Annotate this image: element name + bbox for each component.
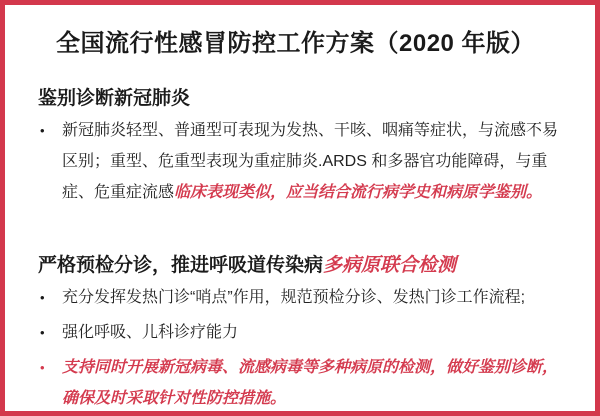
- section-triage: [38, 254, 569, 414]
- bullet-text-red-segment: 支持同时开展新冠病毒、流感病毒等多种病原的检测，做好鉴别诊断，确保及时采取针对性防控措施。: [62, 359, 559, 407]
- bullet-text: [62, 352, 569, 414]
- section-heading-black-text: 严格预检分诊，推进呼吸道传染病: [38, 255, 324, 276]
- bullet-text-black-segment: 新冠肺炎轻型、普通型可表现为发热、干咳、咽痛等症状，与流感不易区别；重型、危重型表现为重症肺炎.ARDS 和多器官功能障碍，与重症、危重症流感: [62, 122, 559, 201]
- section-heading-black-text: 鉴别诊断新冠肺炎: [38, 88, 191, 109]
- bullet-marker: •: [40, 123, 45, 138]
- bullet-marker: •: [40, 325, 45, 340]
- bullet-text: [62, 282, 525, 313]
- bullet-text: [62, 317, 238, 348]
- bullet-text-red-segment: 临床表现类似，应当结合流行病学史和病原学鉴别。: [174, 184, 543, 201]
- section-heading: [38, 254, 569, 278]
- bullet-text-black-segment: 充分发挥发热门诊“哨点”作用，规范预检分诊、发热门诊工作流程;: [62, 289, 526, 306]
- bullet-item: [40, 352, 569, 414]
- section-heading: [38, 87, 569, 111]
- section-heading-red-text: 多病原联合检测: [323, 255, 457, 276]
- section-differential-diagnosis: [38, 87, 569, 208]
- bullet-item: [40, 317, 569, 348]
- bullet-text-black-segment: 强化呼吸、儿科诊疗能力: [62, 324, 239, 341]
- bullet-item: [40, 115, 569, 208]
- bullet-item: [40, 282, 569, 313]
- bullet-marker: •: [40, 360, 45, 375]
- bullet-marker: •: [40, 290, 45, 305]
- page-title: 全国流行性感冒防控工作方案（2020 年版）: [56, 30, 536, 57]
- bullet-text: [62, 115, 569, 208]
